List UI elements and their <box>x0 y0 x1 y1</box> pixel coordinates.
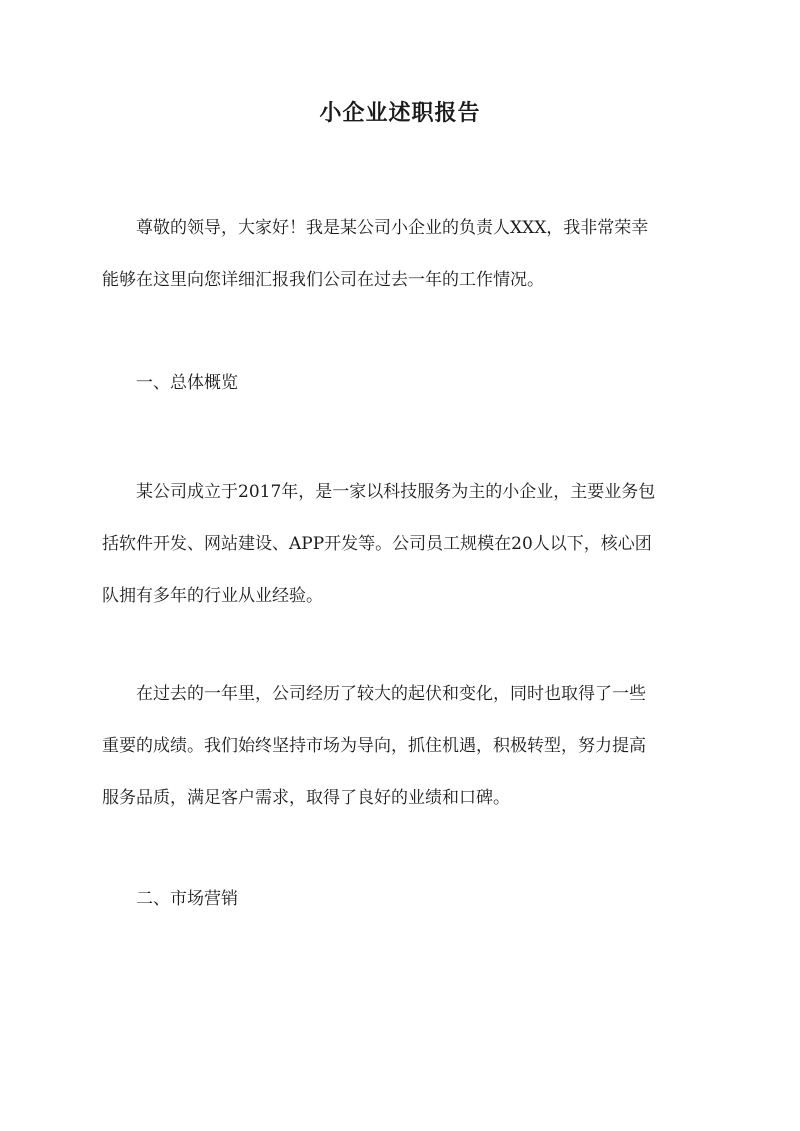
section-1-paragraph-1 <box>102 466 696 622</box>
s1p1-line-1: 某公司成立于2017年，是一家以科技服务为主的小企业，主要业务包 <box>136 482 656 502</box>
intro-line-2: 能够在这里向您详细汇报我们公司在过去一年的工作情况。 <box>102 270 544 290</box>
s1p1-line-2: 括软件开发、网站建设、APP开发等。公司员工规模在20人以下，核心团 <box>102 534 652 554</box>
section-2-heading: 二、市场营销 <box>136 889 238 909</box>
intro-line-1: 尊敬的领导，大家好！我是某公司小企业的负责人XXX，我非常荣幸 <box>136 218 649 238</box>
s1p1-line-3: 队拥有多年的行业从业经验。 <box>102 586 323 606</box>
section-1-paragraph-2 <box>102 668 696 824</box>
s1p2-line-1: 在过去的一年里，公司经历了较大的起伏和变化，同时也取得了一些 <box>136 684 646 704</box>
s1p2-line-2: 重要的成绩。我们始终坚持市场为导向，抓住机遇，积极转型，努力提高 <box>102 736 646 756</box>
document-title: 小企业述职报告 <box>319 100 481 126</box>
section-1-heading: 一、总体概览 <box>136 373 238 393</box>
s1p2-line-3: 服务品质，满足客户需求，取得了良好的业绩和口碑。 <box>102 788 510 808</box>
intro-paragraph <box>102 202 696 306</box>
